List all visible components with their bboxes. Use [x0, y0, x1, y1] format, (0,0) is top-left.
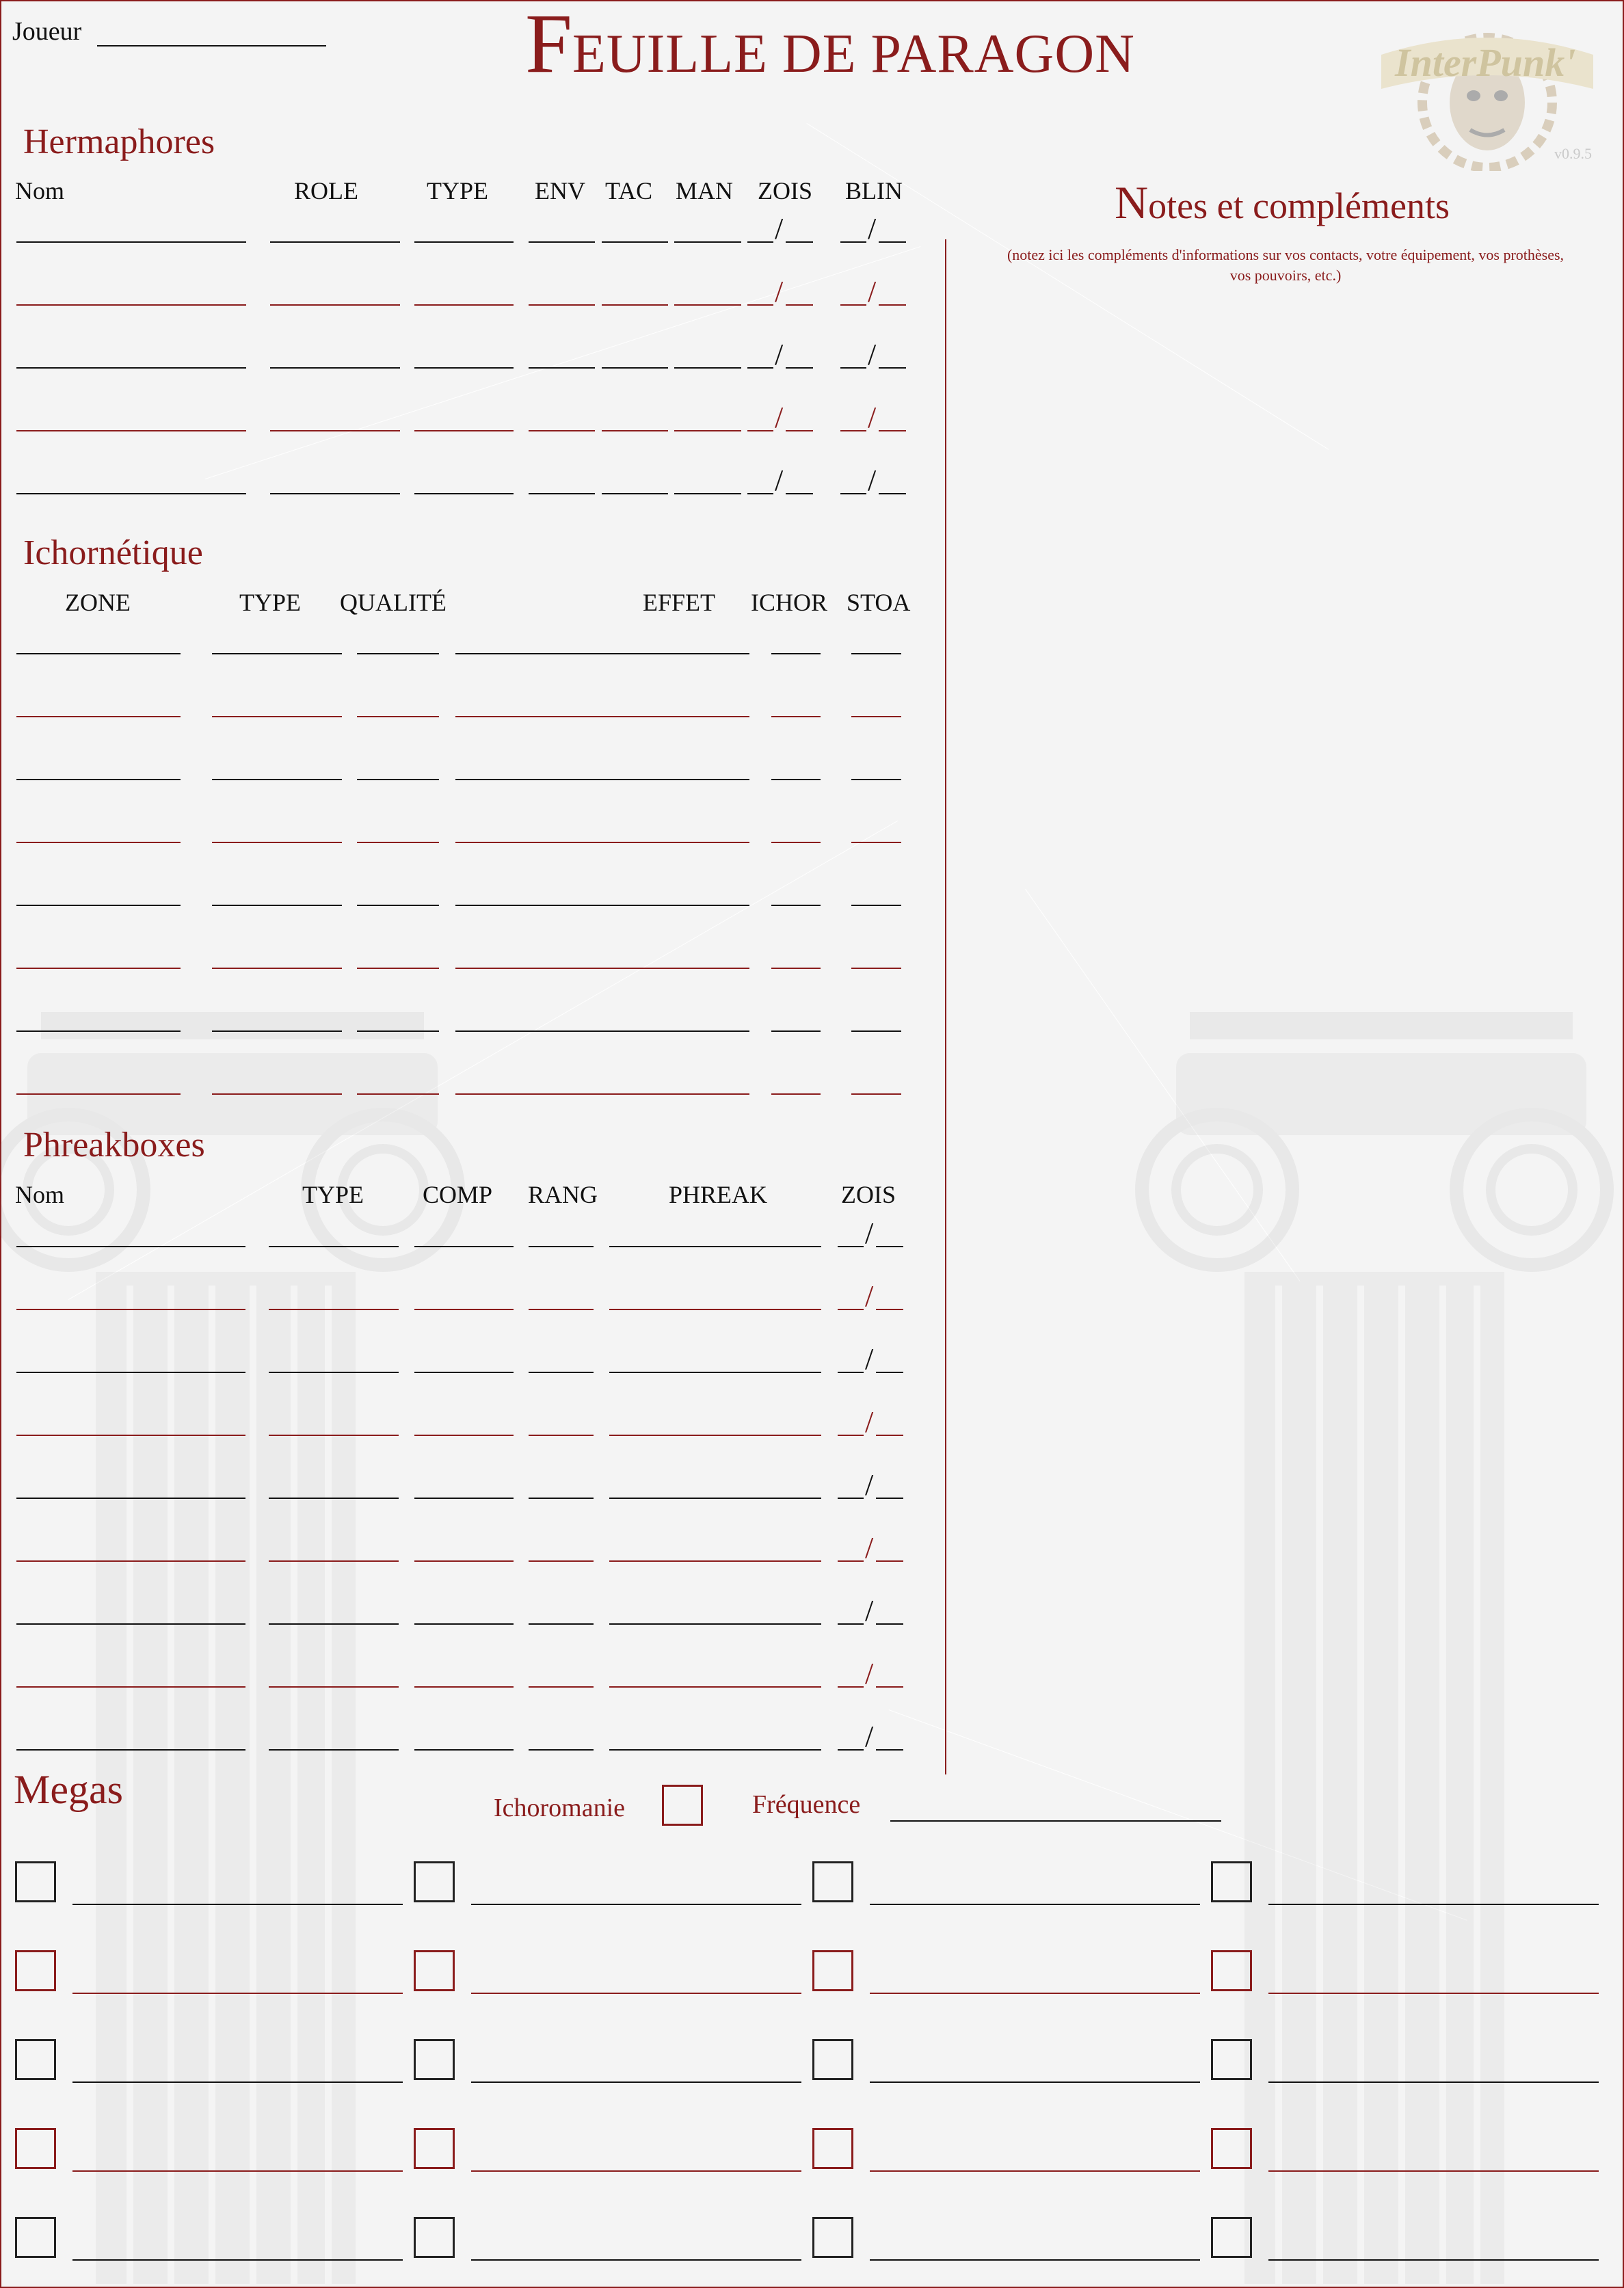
col-header-zois: ZOIS: [841, 1181, 896, 1208]
col-header-zone: ZONE: [65, 589, 131, 616]
hermaphores-nom-field[interactable]: [16, 493, 246, 494]
col-header-blin: BLIN: [845, 177, 903, 204]
hermaphores-blin-field-right[interactable]: [879, 367, 906, 369]
col-header-phreak: PHREAK: [669, 1181, 768, 1208]
phreakboxes-rang-field[interactable]: [529, 1309, 594, 1310]
ichornetique-effet-field[interactable]: [455, 968, 749, 969]
mega-name-field[interactable]: [1268, 1993, 1599, 1994]
hermaphores-tac-field[interactable]: [602, 304, 668, 306]
ichornetique-qualite-field[interactable]: [357, 968, 439, 969]
hermaphores-tac-field[interactable]: [602, 493, 668, 494]
phreakboxes-comp-field[interactable]: [414, 1623, 514, 1625]
hermaphores-type-field[interactable]: [414, 241, 514, 243]
phreakboxes-phreak-field[interactable]: [609, 1623, 821, 1625]
mega-name-field[interactable]: [72, 2081, 403, 2083]
hermaphores-blin-field-left[interactable]: [840, 241, 866, 243]
slash-separator: /: [868, 212, 877, 245]
interpunk-logo: [1374, 14, 1607, 171]
hermaphores-man-field[interactable]: [674, 304, 741, 306]
mega-checkbox[interactable]: [812, 2128, 853, 2169]
frequence-label: Fréquence: [752, 1790, 861, 1819]
hermaphores-env-field[interactable]: [529, 304, 595, 306]
ichornetique-qualite-field[interactable]: [357, 842, 439, 843]
mega-checkbox[interactable]: [1211, 1950, 1252, 1991]
ichornetique-type-field[interactable]: [212, 1030, 342, 1032]
ichornetique-stoa-field[interactable]: [851, 1093, 901, 1095]
hermaphores-env-field[interactable]: [529, 241, 595, 243]
ichornetique-type-field[interactable]: [212, 1093, 342, 1095]
mega-name-field[interactable]: [471, 2081, 801, 2083]
phreakboxes-zois-field-left[interactable]: [838, 1372, 864, 1373]
phreakboxes-zois-field-right[interactable]: [876, 1498, 903, 1499]
mega-checkbox[interactable]: [414, 1861, 455, 1902]
ichornetique-zone-field[interactable]: [16, 1093, 181, 1095]
mega-checkbox[interactable]: [414, 1950, 455, 1991]
phreakboxes-phreak-field[interactable]: [609, 1309, 821, 1310]
ichornetique-effet-field[interactable]: [455, 905, 749, 906]
ichornetique-qualite-field[interactable]: [357, 905, 439, 906]
hermaphores-blin-field-right[interactable]: [879, 493, 906, 494]
ichornetique-zone-field[interactable]: [16, 653, 181, 654]
mega-name-field[interactable]: [72, 1904, 403, 1905]
phreakboxes-title: Phreakboxes: [23, 1126, 205, 1165]
hermaphores-tac-field[interactable]: [602, 430, 668, 431]
phreakboxes-comp-field[interactable]: [414, 1498, 514, 1499]
phreakboxes-phreak-field[interactable]: [609, 1686, 821, 1688]
phreakboxes-zois-field-left[interactable]: [838, 1686, 864, 1688]
slash-separator: /: [865, 1594, 874, 1627]
ichornetique-ichor-field[interactable]: [771, 716, 821, 717]
mega-name-field[interactable]: [870, 2259, 1200, 2261]
phreakboxes-zois-field-left[interactable]: [838, 1560, 864, 1562]
ichornetique-stoa-field[interactable]: [851, 779, 901, 780]
player-name-field[interactable]: [97, 45, 326, 46]
ichoromanie-label: Ichoromanie: [494, 1794, 626, 1822]
phreakboxes-comp-field[interactable]: [414, 1749, 514, 1751]
notes-title: [944, 176, 1621, 228]
ichornetique-ichor-field[interactable]: [771, 653, 821, 654]
phreakboxes-zois-field-right[interactable]: [876, 1246, 903, 1247]
phreakboxes-type-field[interactable]: [269, 1498, 399, 1499]
mega-name-field[interactable]: [1268, 2081, 1599, 2083]
phreakboxes-nom-field[interactable]: [16, 1246, 245, 1247]
hermaphores-zois-field-left[interactable]: [747, 430, 773, 431]
ichornetique-effet-field[interactable]: [455, 1030, 749, 1032]
phreakboxes-zois-field-left[interactable]: [838, 1309, 864, 1310]
hermaphores-blin-field-left[interactable]: [840, 493, 866, 494]
phreakboxes-zois-field-left[interactable]: [838, 1435, 864, 1436]
hermaphores-tac-field[interactable]: [602, 367, 668, 369]
hermaphores-zois-field-right[interactable]: [786, 304, 813, 306]
phreakboxes-rang-field[interactable]: [529, 1560, 594, 1562]
ichornetique-qualite-field[interactable]: [357, 1030, 439, 1032]
slash-separator: /: [865, 1468, 874, 1502]
hermaphores-nom-field[interactable]: [16, 241, 246, 243]
slash-separator: /: [865, 1657, 874, 1690]
phreakboxes-phreak-field[interactable]: [609, 1372, 821, 1373]
ichornetique-zone-field[interactable]: [16, 968, 181, 969]
ichornetique-ichor-field[interactable]: [771, 842, 821, 843]
col-header-tac: TAC: [605, 177, 653, 204]
notes-title-initial: N: [1115, 176, 1149, 228]
mega-checkbox[interactable]: [15, 1950, 56, 1991]
slash-separator: /: [775, 401, 784, 434]
slash-separator: /: [868, 338, 877, 371]
phreakboxes-zois-field-left[interactable]: [838, 1498, 864, 1499]
col-header-nom: Nom: [15, 177, 64, 204]
ichornetique-zone-field[interactable]: [16, 716, 181, 717]
hermaphores-zois-field-left[interactable]: [747, 304, 773, 306]
slash-separator: /: [775, 464, 784, 497]
mega-name-field[interactable]: [72, 1993, 403, 1994]
hermaphores-zois-field-left[interactable]: [747, 367, 773, 369]
megas-title: Megas: [14, 1767, 123, 1812]
phreakboxes-type-field[interactable]: [269, 1749, 399, 1751]
col-header-qualite: QUALITÉ: [340, 589, 447, 616]
phreakboxes-rang-field[interactable]: [529, 1623, 594, 1625]
phreakboxes-phreak-field[interactable]: [609, 1498, 821, 1499]
mega-name-field[interactable]: [1268, 1904, 1599, 1905]
ichornetique-effet-field[interactable]: [455, 779, 749, 780]
slash-separator: /: [775, 212, 784, 245]
slash-separator: /: [865, 1279, 874, 1313]
slash-separator: /: [868, 275, 877, 308]
mega-name-field[interactable]: [72, 2170, 403, 2172]
phreakboxes-rang-field[interactable]: [529, 1498, 594, 1499]
hermaphores-zois-field-right[interactable]: [786, 430, 813, 431]
mega-checkbox[interactable]: [15, 2128, 56, 2169]
phreakboxes-zois-field-left[interactable]: [838, 1246, 864, 1247]
hermaphores-blin-field-left[interactable]: [840, 304, 866, 306]
phreakboxes-zois-field-left[interactable]: [838, 1623, 864, 1625]
phreakboxes-phreak-field[interactable]: [609, 1435, 821, 1436]
hermaphores-zois-field-left[interactable]: [747, 493, 773, 494]
ichornetique-ichor-field[interactable]: [771, 779, 821, 780]
hermaphores-env-field[interactable]: [529, 493, 595, 494]
mega-checkbox[interactable]: [812, 1861, 853, 1902]
notes-hint: [957, 245, 1614, 286]
mega-name-field[interactable]: [870, 2170, 1200, 2172]
column-illustration: [0, 1012, 479, 2284]
mega-name-field[interactable]: [870, 1904, 1200, 1905]
slash-separator: /: [865, 1720, 874, 1753]
col-header-stoa: STOA: [847, 589, 911, 616]
phreakboxes-nom-field[interactable]: [16, 1686, 245, 1688]
ichornetique-stoa-field[interactable]: [851, 968, 901, 969]
ichornetique-qualite-field[interactable]: [357, 1093, 439, 1095]
hermaphores-nom-field[interactable]: [16, 367, 246, 369]
mega-name-field[interactable]: [870, 1993, 1200, 1994]
ichornetique-stoa-field[interactable]: [851, 653, 901, 654]
phreakboxes-zois-field-right[interactable]: [876, 1309, 903, 1310]
col-header-zois: ZOIS: [758, 177, 812, 204]
logo-text: InterPunk': [1395, 40, 1576, 85]
phreakboxes-type-field[interactable]: [269, 1372, 399, 1373]
notes-title-rest: otes et compléments: [1148, 185, 1450, 226]
col-header-type: TYPE: [239, 589, 301, 616]
phreakboxes-type-field[interactable]: [269, 1435, 399, 1436]
phreakboxes-comp-field[interactable]: [414, 1435, 514, 1436]
page-title: [525, 0, 1135, 90]
phreakboxes-phreak-field[interactable]: [609, 1560, 821, 1562]
phreakboxes-phreak-field[interactable]: [609, 1749, 821, 1751]
mega-checkbox[interactable]: [414, 2039, 455, 2080]
hermaphores-man-field[interactable]: [674, 430, 741, 431]
hermaphores-man-field[interactable]: [674, 241, 741, 243]
hermaphores-man-field[interactable]: [674, 493, 741, 494]
phreakboxes-comp-field[interactable]: [414, 1246, 514, 1247]
phreakboxes-type-field[interactable]: [269, 1560, 399, 1562]
phreakboxes-nom-field[interactable]: [16, 1309, 245, 1310]
mega-checkbox[interactable]: [1211, 2217, 1252, 2258]
ichornetique-stoa-field[interactable]: [851, 842, 901, 843]
ichornetique-type-field[interactable]: [212, 779, 342, 780]
phreakboxes-type-field[interactable]: [269, 1309, 399, 1310]
hermaphores-blin-field-left[interactable]: [840, 430, 866, 431]
col-header-type: TYPE: [302, 1181, 364, 1208]
hermaphores-role-field[interactable]: [270, 493, 400, 494]
hermaphores-zois-field-right[interactable]: [786, 241, 813, 243]
phreakboxes-nom-field[interactable]: [16, 1435, 245, 1436]
phreakboxes-nom-field[interactable]: [16, 1498, 245, 1499]
mega-name-field[interactable]: [471, 2259, 801, 2261]
phreakboxes-comp-field[interactable]: [414, 1686, 514, 1688]
slash-separator: /: [868, 401, 877, 434]
page-title-rest: EUILLE DE PARAGON: [572, 24, 1135, 84]
ichoromanie-checkbox[interactable]: [662, 1785, 703, 1826]
ichornetique-stoa-field[interactable]: [851, 905, 901, 906]
ichornetique-type-field[interactable]: [212, 968, 342, 969]
ichornetique-effet-field[interactable]: [455, 842, 749, 843]
mega-checkbox[interactable]: [15, 2039, 56, 2080]
ichornetique-qualite-field[interactable]: [357, 653, 439, 654]
mega-checkbox[interactable]: [15, 1861, 56, 1902]
hermaphores-zois-field-right[interactable]: [786, 367, 813, 369]
ichornetique-qualite-field[interactable]: [357, 779, 439, 780]
ichornetique-zone-field[interactable]: [16, 1030, 181, 1032]
ichornetique-stoa-field[interactable]: [851, 1030, 901, 1032]
mega-checkbox[interactable]: [414, 2128, 455, 2169]
hermaphores-env-field[interactable]: [529, 430, 595, 431]
hermaphores-blin-field-right[interactable]: [879, 304, 906, 306]
phreakboxes-nom-field[interactable]: [16, 1560, 245, 1562]
phreakboxes-type-field[interactable]: [269, 1246, 399, 1247]
col-header-rang: RANG: [528, 1181, 598, 1208]
hermaphores-role-field[interactable]: [270, 241, 400, 243]
hermaphores-blin-field-right[interactable]: [879, 241, 906, 243]
hermaphores-blin-field-right[interactable]: [879, 430, 906, 431]
ichornetique-qualite-field[interactable]: [357, 716, 439, 717]
slash-separator: /: [868, 464, 877, 497]
col-header-env: ENV: [535, 177, 585, 204]
mega-name-field[interactable]: [471, 2170, 801, 2172]
phreakboxes-type-field[interactable]: [269, 1686, 399, 1688]
mega-checkbox[interactable]: [1211, 2039, 1252, 2080]
mega-name-field[interactable]: [471, 1904, 801, 1905]
hermaphores-man-field[interactable]: [674, 367, 741, 369]
phreakboxes-rang-field[interactable]: [529, 1686, 594, 1688]
hermaphores-type-field[interactable]: [414, 304, 514, 306]
slash-separator: /: [865, 1342, 874, 1376]
hermaphores-zois-field-right[interactable]: [786, 493, 813, 494]
hermaphores-blin-field-left[interactable]: [840, 367, 866, 369]
mega-checkbox[interactable]: [1211, 2128, 1252, 2169]
ichornetique-effet-field[interactable]: [455, 653, 749, 654]
phreakboxes-type-field[interactable]: [269, 1623, 399, 1625]
phreakboxes-phreak-field[interactable]: [609, 1246, 821, 1247]
phreakboxes-zois-field-right[interactable]: [876, 1623, 903, 1625]
hermaphores-env-field[interactable]: [529, 367, 595, 369]
mega-checkbox[interactable]: [1211, 1861, 1252, 1902]
phreakboxes-zois-field-left[interactable]: [838, 1749, 864, 1751]
mega-checkbox[interactable]: [812, 2039, 853, 2080]
ichornetique-type-field[interactable]: [212, 716, 342, 717]
col-header-role: ROLE: [294, 177, 358, 204]
mega-checkbox[interactable]: [812, 2217, 853, 2258]
phreakboxes-zois-field-right[interactable]: [876, 1749, 903, 1751]
ichornetique-effet-field[interactable]: [455, 716, 749, 717]
notes-area[interactable]: [950, 287, 1607, 1764]
notes-hint-line: (notez ici les compléments d'informations sur vos contacts, votre équipement, vos prothèses,: [1007, 246, 1565, 263]
col-header-ichor: ICHOR: [751, 589, 828, 616]
mega-name-field[interactable]: [1268, 2170, 1599, 2172]
hermaphores-nom-field[interactable]: [16, 304, 246, 306]
ichornetique-type-field[interactable]: [212, 905, 342, 906]
mega-name-field[interactable]: [72, 2259, 403, 2261]
slash-separator: /: [775, 275, 784, 308]
phreakboxes-rang-field[interactable]: [529, 1749, 594, 1751]
player-label: Joueur: [12, 17, 82, 46]
phreakboxes-zois-field-right[interactable]: [876, 1686, 903, 1688]
col-header-comp: COMP: [423, 1181, 493, 1208]
phreakboxes-zois-field-right[interactable]: [876, 1435, 903, 1436]
phreakboxes-comp-field[interactable]: [414, 1372, 514, 1373]
col-header-nom: Nom: [15, 1181, 64, 1208]
notes-hint-line: vos pouvoirs, etc.): [1229, 267, 1342, 284]
mega-checkbox[interactable]: [812, 1950, 853, 1991]
col-header-type: TYPE: [427, 177, 488, 204]
ichornetique-type-field[interactable]: [212, 653, 342, 654]
phreakboxes-rang-field[interactable]: [529, 1246, 594, 1247]
mega-name-field[interactable]: [471, 1993, 801, 1994]
col-header-man: MAN: [676, 177, 734, 204]
slash-separator: /: [775, 338, 784, 371]
hermaphores-nom-field[interactable]: [16, 430, 246, 431]
page-title-initial: F: [525, 0, 572, 90]
notes-divider: [945, 239, 946, 1774]
col-header-effet: EFFET: [643, 589, 716, 616]
ichornetique-stoa-field[interactable]: [851, 716, 901, 717]
hermaphores-role-field[interactable]: [270, 430, 400, 431]
hermaphores-title: Hermaphores: [23, 122, 215, 161]
hermaphores-tac-field[interactable]: [602, 241, 668, 243]
phreakboxes-nom-field[interactable]: [16, 1372, 245, 1373]
mega-name-field[interactable]: [870, 2081, 1200, 2083]
ichornetique-ichor-field[interactable]: [771, 1030, 821, 1032]
ichornetique-ichor-field[interactable]: [771, 1093, 821, 1095]
ichornetique-zone-field[interactable]: [16, 842, 181, 843]
ichornetique-zone-field[interactable]: [16, 905, 181, 906]
phreakboxes-rang-field[interactable]: [529, 1435, 594, 1436]
ichornetique-zone-field[interactable]: [16, 779, 181, 780]
phreakboxes-nom-field[interactable]: [16, 1749, 245, 1751]
hermaphores-role-field[interactable]: [270, 304, 400, 306]
ichornetique-effet-field[interactable]: [455, 1093, 749, 1095]
hermaphores-type-field[interactable]: [414, 493, 514, 494]
hermaphores-zois-field-left[interactable]: [747, 241, 773, 243]
mega-checkbox[interactable]: [414, 2217, 455, 2258]
slash-separator: /: [865, 1216, 874, 1250]
hermaphores-type-field[interactable]: [414, 430, 514, 431]
ichornetique-ichor-field[interactable]: [771, 968, 821, 969]
phreakboxes-comp-field[interactable]: [414, 1309, 514, 1310]
slash-separator: /: [865, 1405, 874, 1439]
slash-separator: /: [865, 1531, 874, 1565]
phreakboxes-zois-field-right[interactable]: [876, 1372, 903, 1373]
phreakboxes-rang-field[interactable]: [529, 1372, 594, 1373]
hermaphores-role-field[interactable]: [270, 367, 400, 369]
phreakboxes-zois-field-right[interactable]: [876, 1560, 903, 1562]
mega-name-field[interactable]: [1268, 2259, 1599, 2261]
ichornetique-title: Ichornétique: [23, 533, 203, 572]
frequence-field[interactable]: [890, 1820, 1221, 1822]
hermaphores-type-field[interactable]: [414, 367, 514, 369]
ichornetique-type-field[interactable]: [212, 842, 342, 843]
phreakboxes-nom-field[interactable]: [16, 1623, 245, 1625]
phreakboxes-comp-field[interactable]: [414, 1560, 514, 1562]
ichornetique-ichor-field[interactable]: [771, 905, 821, 906]
mega-checkbox[interactable]: [15, 2217, 56, 2258]
version-label: v0.9.5: [1554, 145, 1592, 162]
